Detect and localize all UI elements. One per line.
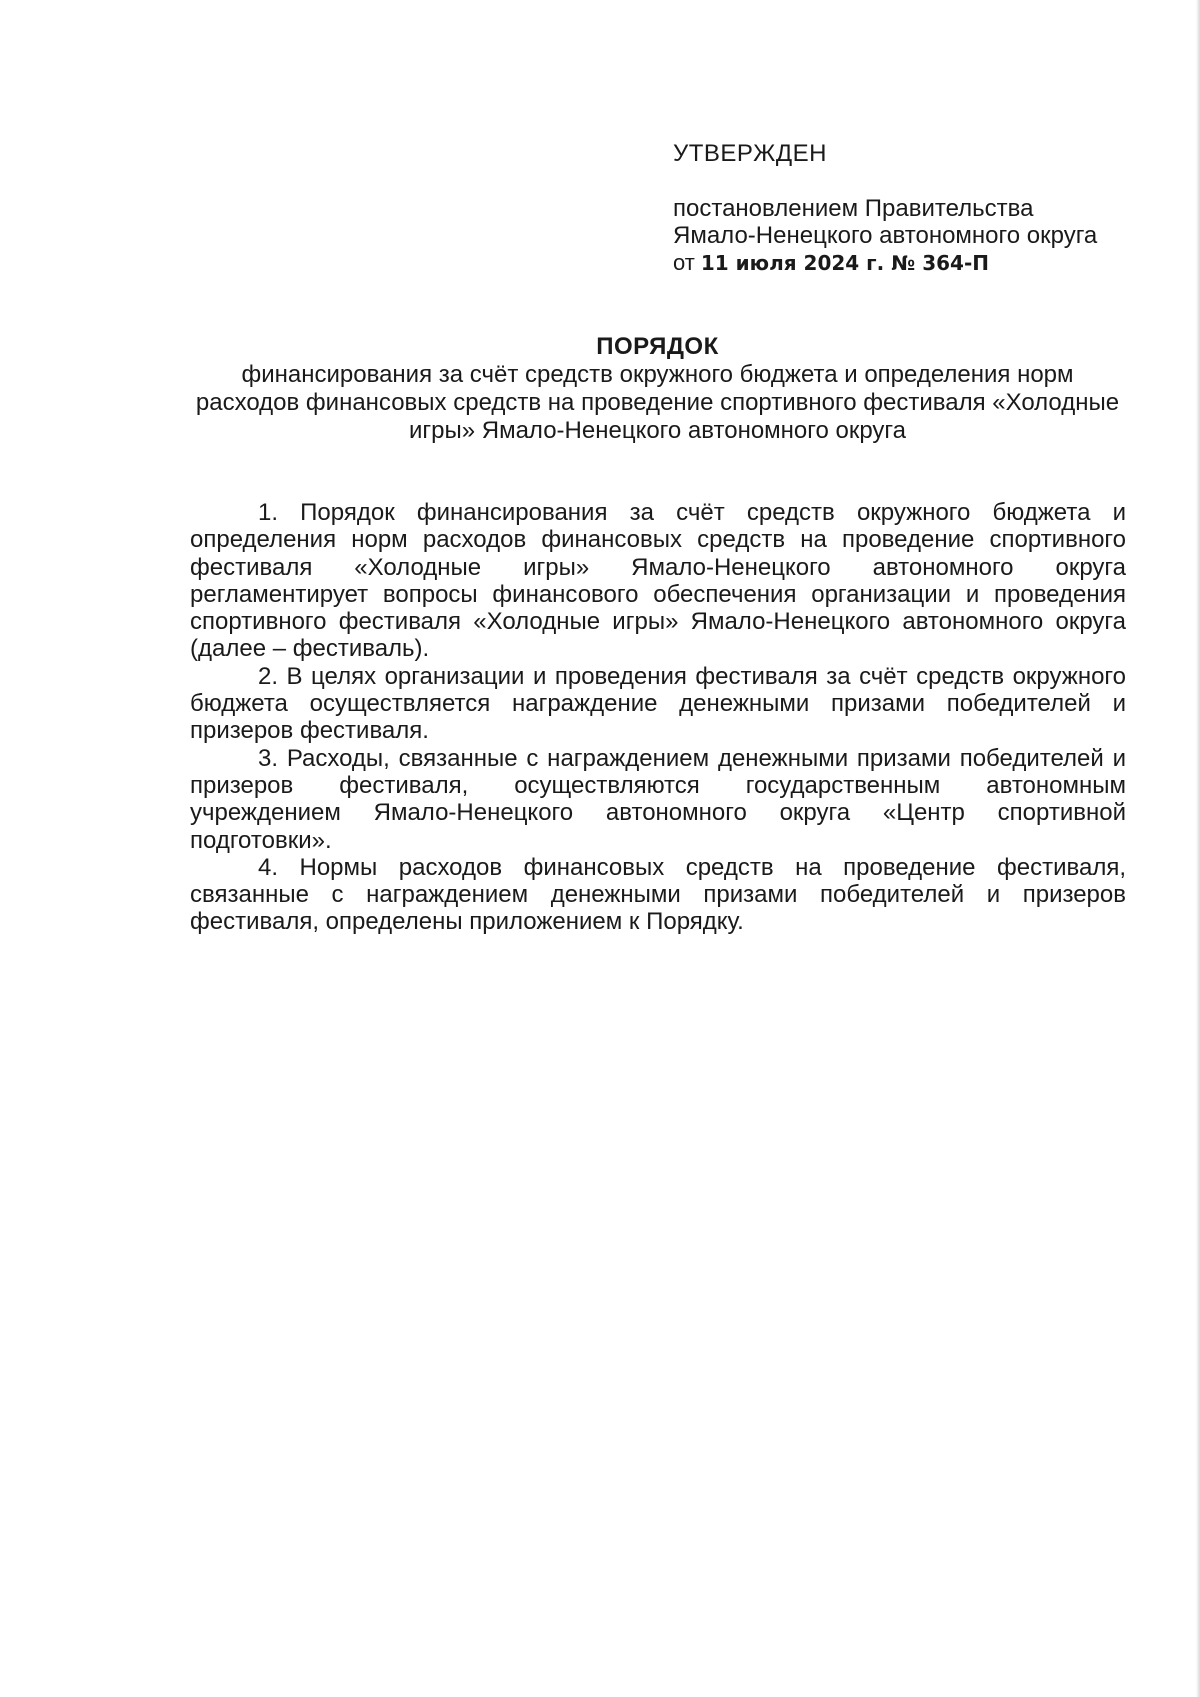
document-heading: ПОРЯДОК xyxy=(596,333,719,360)
approval-date-prefix: от xyxy=(673,250,695,275)
approval-line-1: постановлением Правительства xyxy=(673,195,1034,222)
paragraph-2: 2. В целях организации и проведения фестиваля за счёт средств окружного бюджета осуществляется награждение денежными призами победителей и призеров фестиваля. xyxy=(190,662,1126,745)
paragraph-4: 4. Нормы расходов финансовых средств на проведение фестиваля, связанные с награждением денежными призами победителей и призеров фестиваля, определены приложением к Порядку. xyxy=(190,853,1126,936)
approval-date-value: 11 июля 2024 г. № 364-П xyxy=(700,251,989,275)
paragraph-1: 1. Порядок финансирования за счёт средств окружного бюджета и определения норм расходов финансовых средств на проведение спортивного фестиваля «Холодные игры» Ямало-Ненецкого автономного округа регламентирует вопросы финансового обеспечения организации и проведения спортивного фестиваля «Холодные игры» Ямало-Ненецкого автономного округа (далее – фестиваль). xyxy=(190,499,1126,663)
approval-block xyxy=(673,140,1143,277)
page-edge-shadow xyxy=(1196,0,1200,1697)
approval-title: УТВЕРЖДЕН xyxy=(673,140,827,167)
document-subtitle: финансирования за счёт средств окружного бюджета и определения норм расходов финансовых средств на проведение спортивного фестиваля «Холодные игры» Ямало-Ненецкого автономного округа xyxy=(195,361,1120,444)
document-body xyxy=(190,499,1126,936)
approval-date-line xyxy=(673,249,1143,277)
paragraph-3: 3. Расходы, связанные с награждением денежными призами победителей и призеров фестиваля, осуществляются государственным автономным учреждением Ямало-Ненецкого автономного округа «Центр спортивной подготовки». xyxy=(190,744,1126,854)
document-title-block xyxy=(190,333,1125,445)
approval-line-2: Ямало-Ненецкого автономного округа xyxy=(673,222,1098,249)
